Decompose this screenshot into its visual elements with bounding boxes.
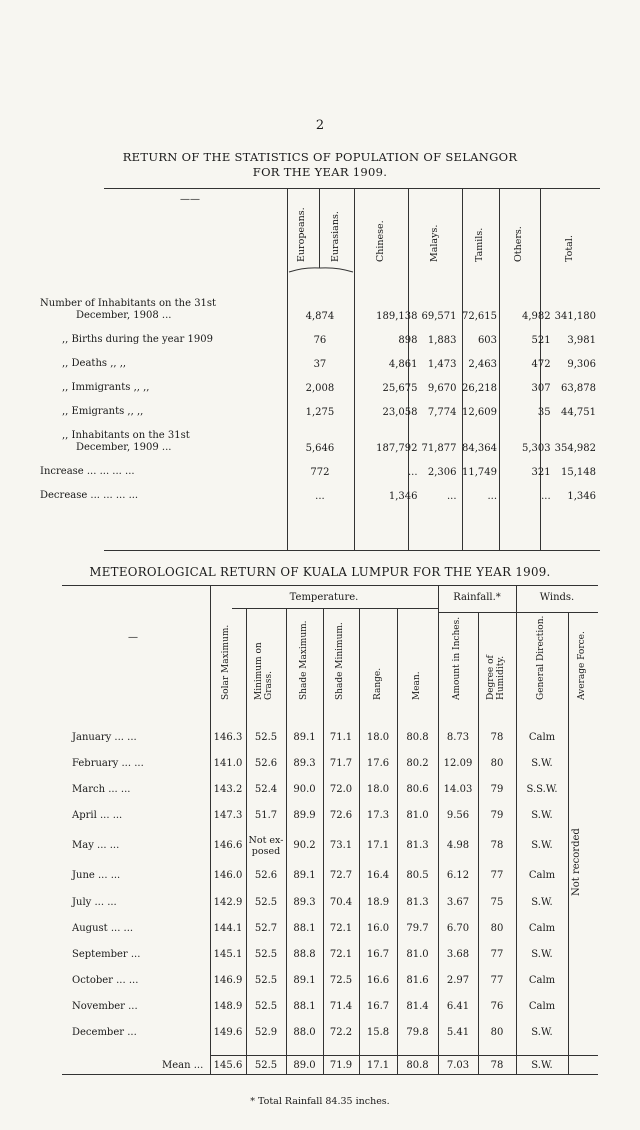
met-rows bbox=[62, 724, 568, 1046]
col-header-humidity: Degree of Humidity. bbox=[486, 655, 506, 700]
met-cell: 81.6 bbox=[406, 975, 429, 987]
met-cell: 6.12 bbox=[446, 870, 470, 882]
population-cell-oth: 472 bbox=[531, 359, 551, 370]
col-header-shade-max: Shade Maximum. bbox=[299, 620, 309, 700]
row-label-line: Decrease ... ... ... ... bbox=[40, 490, 139, 501]
met-row bbox=[62, 724, 568, 750]
met-cell: 78 bbox=[490, 731, 504, 743]
met-cell: 143.2 bbox=[213, 783, 243, 795]
met-month: November ... bbox=[72, 1001, 138, 1013]
brace-icon bbox=[287, 266, 355, 274]
met-cell: 80.8 bbox=[406, 731, 429, 743]
met-cell: 17.3 bbox=[366, 810, 390, 822]
met-cell: 2.97 bbox=[446, 975, 470, 987]
met-cell: 89.0 bbox=[293, 1059, 316, 1071]
population-cell-mal: 1,883 bbox=[427, 335, 457, 346]
met-cell: 52.9 bbox=[254, 1027, 278, 1039]
population-row-label bbox=[40, 454, 270, 478]
met-cell: 146.6 bbox=[213, 840, 243, 852]
met-cell: 146.9 bbox=[213, 975, 243, 987]
col-header-range: Range. bbox=[373, 667, 383, 700]
met-cell: 77 bbox=[490, 870, 504, 882]
met-cell: Calm bbox=[528, 1001, 556, 1013]
met-cell: 75 bbox=[490, 896, 504, 908]
population-cell-mal: 1,473 bbox=[427, 359, 457, 370]
met-row bbox=[62, 941, 568, 967]
met-month: September ... bbox=[72, 948, 141, 960]
population-cell-tot: 63,878 bbox=[561, 383, 596, 394]
population-cell-eur: 2,008 bbox=[305, 383, 335, 394]
population-cell-oth: 4,982 bbox=[522, 311, 551, 322]
met-col-divider bbox=[568, 612, 569, 1074]
met-cell: 80.2 bbox=[406, 757, 429, 769]
met-title: METEOROLOGICAL RETURN OF KUALA LUMPUR FOR THE YEAR 1909. bbox=[89, 565, 551, 579]
met-cell: 14.03 bbox=[443, 783, 473, 795]
met-cell: 12.09 bbox=[443, 757, 473, 769]
met-cell: 16.4 bbox=[366, 870, 390, 882]
population-cell-eur: 772 bbox=[310, 467, 330, 478]
population-cell-oth: 307 bbox=[531, 383, 551, 394]
population-cell-tot: 9,306 bbox=[567, 359, 596, 370]
population-cell-tot: 354,982 bbox=[554, 443, 596, 454]
met-cell: 72.7 bbox=[329, 870, 353, 882]
met-cell: 16.7 bbox=[366, 1001, 390, 1013]
met-cell: 51.7 bbox=[254, 810, 278, 822]
met-row bbox=[62, 968, 568, 994]
met-cell: Not ex- posed bbox=[248, 834, 284, 857]
population-title-line2: FOR THE YEAR 1909. bbox=[252, 165, 388, 179]
met-row bbox=[62, 915, 568, 941]
met-cell: 81.3 bbox=[406, 896, 429, 908]
population-cell-tot: 15,148 bbox=[561, 467, 596, 478]
met-cell: 88.8 bbox=[293, 948, 316, 960]
met-cell: 16.7 bbox=[366, 948, 390, 960]
met-month: October ... ... bbox=[72, 975, 139, 987]
population-title-line1: RETURN OF THE STATISTICS OF POPULATION OF SELANGOR bbox=[122, 150, 518, 164]
met-cell: 72.6 bbox=[329, 810, 353, 822]
met-cell: 52.4 bbox=[254, 783, 278, 795]
population-row bbox=[40, 478, 600, 502]
population-cell-tot: 3,981 bbox=[567, 335, 596, 346]
population-bottom-rule bbox=[104, 550, 600, 551]
population-cell-tam: 72,615 bbox=[462, 311, 498, 322]
met-cell: 77 bbox=[490, 975, 504, 987]
col-header-wind-force: Average Force. bbox=[577, 631, 587, 700]
met-cell: 52.5 bbox=[254, 975, 278, 987]
met-row bbox=[62, 829, 568, 863]
population-cell-eur: 1,275 bbox=[305, 407, 335, 418]
met-cell: 52.5 bbox=[254, 1059, 278, 1071]
population-cell-tam: 2,463 bbox=[468, 359, 498, 370]
met-cell: 141.0 bbox=[213, 757, 243, 769]
met-cell: 52.5 bbox=[254, 948, 278, 960]
met-corner-dash: — bbox=[128, 632, 138, 643]
met-cell: 70.4 bbox=[329, 896, 353, 908]
population-row bbox=[40, 394, 600, 418]
met-cell: 80 bbox=[490, 757, 504, 769]
met-cell: 80.8 bbox=[406, 1059, 429, 1071]
met-cell: 3.67 bbox=[446, 896, 470, 908]
met-row bbox=[62, 803, 568, 829]
population-cell-chi: 23,058 bbox=[382, 407, 418, 418]
met-month: January ... ... bbox=[72, 731, 137, 743]
met-cell: 8.73 bbox=[446, 731, 470, 743]
met-group-rule bbox=[232, 608, 438, 609]
met-cell: 78 bbox=[490, 1059, 504, 1071]
met-cell: 79.7 bbox=[406, 922, 429, 934]
met-month: February ... ... bbox=[72, 757, 144, 769]
col-header-shade-min: Shade Minimum. bbox=[335, 622, 345, 700]
population-cell-chi: 187,792 bbox=[376, 443, 418, 454]
population-cell-eur: 37 bbox=[313, 359, 327, 370]
row-label-line: Increase ... ... ... ... bbox=[40, 466, 135, 477]
met-cell: S.W. bbox=[531, 757, 553, 769]
population-cell-mal: 9,670 bbox=[427, 383, 457, 394]
met-cell: 5.41 bbox=[446, 1027, 470, 1039]
population-row-label bbox=[40, 394, 270, 418]
met-cell: 18.9 bbox=[366, 896, 390, 908]
met-cell: 17.1 bbox=[366, 1059, 390, 1071]
rainfall-footnote: * Total Rainfall 84.35 inches. bbox=[250, 1096, 390, 1107]
met-cell: 80.6 bbox=[406, 783, 429, 795]
population-corner-dash: —— bbox=[180, 194, 200, 205]
population-cell-chi: 189,138 bbox=[376, 311, 418, 322]
force-not-recorded: Not recorded bbox=[571, 828, 582, 896]
population-cell-eur: 4,874 bbox=[305, 311, 335, 322]
page-number: 2 bbox=[315, 118, 325, 133]
met-cell: 52.6 bbox=[254, 870, 278, 882]
met-cell: 71.1 bbox=[329, 731, 353, 743]
met-cell: 89.1 bbox=[293, 731, 316, 743]
met-cell: 144.1 bbox=[213, 922, 243, 934]
col-header-malays: Malays. bbox=[429, 224, 440, 262]
met-cell: 78 bbox=[490, 840, 504, 852]
population-cell-mal: 7,774 bbox=[427, 407, 457, 418]
row-label-line: ,, Deaths ,, ,, bbox=[62, 358, 127, 369]
met-row bbox=[62, 863, 568, 889]
met-cell: 80 bbox=[490, 1027, 504, 1039]
population-row bbox=[40, 454, 600, 478]
group-rainfall: Rainfall.* bbox=[453, 592, 501, 603]
met-row bbox=[62, 1020, 568, 1046]
population-cell-eur: 5,646 bbox=[305, 443, 335, 454]
met-row bbox=[62, 1058, 568, 1072]
met-cell: S.W. bbox=[531, 810, 553, 822]
met-cell: 52.7 bbox=[254, 922, 278, 934]
met-row bbox=[62, 750, 568, 776]
met-mean-rule bbox=[210, 1055, 598, 1056]
met-cell: 4.98 bbox=[446, 840, 470, 852]
met-cell: 81.0 bbox=[406, 948, 429, 960]
population-row bbox=[40, 370, 600, 394]
met-cell: 72.2 bbox=[329, 1027, 353, 1039]
population-row-label bbox=[40, 418, 270, 454]
population-rows bbox=[40, 282, 600, 502]
col-header-eurasians: Eurasians. bbox=[330, 211, 341, 262]
met-cell: 89.3 bbox=[293, 896, 316, 908]
met-month: August ... ... bbox=[72, 922, 134, 934]
met-cell: 148.9 bbox=[213, 1001, 243, 1013]
met-cell: 52.5 bbox=[254, 896, 278, 908]
population-row bbox=[40, 322, 600, 346]
population-row bbox=[40, 418, 600, 454]
row-label-line: ,, Immigrants ,, ,, bbox=[62, 382, 150, 393]
met-cell: Calm bbox=[528, 731, 556, 743]
col-header-others: Others. bbox=[513, 226, 524, 262]
met-cell: 90.0 bbox=[293, 783, 316, 795]
met-cell: 72.0 bbox=[329, 783, 353, 795]
met-cell: 88.1 bbox=[293, 1001, 316, 1013]
met-cell: Calm bbox=[528, 922, 556, 934]
population-row-label bbox=[40, 478, 270, 502]
met-cell: 7.03 bbox=[446, 1059, 470, 1071]
met-cell: 18.0 bbox=[366, 783, 390, 795]
met-cell: 81.4 bbox=[406, 1001, 429, 1013]
met-month: July ... ... bbox=[72, 896, 117, 908]
population-cell-oth: 5,303 bbox=[522, 443, 551, 454]
met-cell: 79 bbox=[490, 810, 504, 822]
population-row bbox=[40, 282, 600, 322]
met-cell: 73.1 bbox=[329, 840, 353, 852]
met-cell: 79.8 bbox=[406, 1027, 429, 1039]
row-label-line: ,, Emigrants ,, ,, bbox=[62, 406, 144, 417]
population-row-label bbox=[40, 370, 270, 394]
met-cell: 72.5 bbox=[329, 975, 353, 987]
met-cell: 6.41 bbox=[446, 1001, 470, 1013]
population-cell-chi: ... bbox=[407, 467, 418, 478]
met-cell: 52.5 bbox=[254, 731, 278, 743]
population-top-rule bbox=[104, 188, 600, 189]
met-cell: 147.3 bbox=[213, 810, 243, 822]
met-row bbox=[62, 994, 568, 1020]
population-cell-tam: 603 bbox=[477, 335, 498, 346]
population-cell-chi: 4,861 bbox=[388, 359, 418, 370]
met-cell: 88.0 bbox=[293, 1027, 316, 1039]
met-group-rule bbox=[438, 612, 598, 613]
col-header-chinese: Chinese. bbox=[375, 220, 386, 262]
col-header-tamils: Tamils. bbox=[474, 227, 485, 262]
met-cell: 77 bbox=[490, 948, 504, 960]
met-cell: 81.0 bbox=[406, 810, 429, 822]
col-header-total: Total. bbox=[564, 235, 575, 262]
met-cell: 17.6 bbox=[366, 757, 390, 769]
population-cell-mal: 71,877 bbox=[421, 443, 457, 454]
met-month: May ... ... bbox=[72, 840, 120, 852]
met-cell: 16.0 bbox=[366, 922, 390, 934]
population-row-label bbox=[40, 322, 270, 346]
population-cell-chi: 898 bbox=[398, 335, 418, 346]
met-top-rule bbox=[62, 585, 598, 586]
met-month: June ... ... bbox=[72, 870, 121, 882]
met-cell: 89.1 bbox=[293, 870, 316, 882]
met-cell: S.W. bbox=[531, 896, 553, 908]
population-cell-oth: 35 bbox=[537, 407, 551, 418]
met-cell: 88.1 bbox=[293, 922, 316, 934]
met-cell: Calm bbox=[528, 975, 556, 987]
met-cell: 71.7 bbox=[329, 757, 353, 769]
population-cell-mal: 69,571 bbox=[421, 311, 457, 322]
met-month: December ... bbox=[72, 1027, 137, 1039]
row-label-line: December, 1909 ... bbox=[76, 442, 172, 453]
met-cell: 52.6 bbox=[254, 757, 278, 769]
population-cell-chi: 1,346 bbox=[388, 491, 418, 502]
met-cell: 17.1 bbox=[366, 840, 390, 852]
met-row bbox=[62, 889, 568, 915]
row-label-line: Number of Inhabitants on the 31st bbox=[40, 298, 217, 309]
group-winds: Winds. bbox=[539, 592, 575, 603]
met-cell: S.W. bbox=[531, 840, 553, 852]
met-cell: 80 bbox=[490, 922, 504, 934]
met-cell: 145.1 bbox=[213, 948, 243, 960]
met-row bbox=[62, 776, 568, 802]
population-cell-tam: 12,609 bbox=[462, 407, 498, 418]
met-cell: S.W. bbox=[531, 1059, 553, 1071]
col-header-wind-direction: General Direction. bbox=[536, 615, 546, 700]
met-cell: S.W. bbox=[531, 948, 553, 960]
population-row-label bbox=[40, 346, 270, 370]
population-cell-tot: 1,346 bbox=[567, 491, 596, 502]
met-cell: 80.5 bbox=[406, 870, 429, 882]
met-cell: S.S.W. bbox=[526, 783, 558, 795]
met-cell: 146.3 bbox=[213, 731, 243, 743]
col-header-mean: Mean. bbox=[412, 671, 422, 700]
met-cell: 89.1 bbox=[293, 975, 316, 987]
met-cell: S.W. bbox=[531, 1027, 553, 1039]
row-label-line: ,, Inhabitants on the 31st bbox=[62, 430, 190, 441]
met-cell: 3.68 bbox=[446, 948, 470, 960]
met-cell: 15.8 bbox=[366, 1027, 390, 1039]
col-header-europeans: Europeans. bbox=[296, 207, 307, 262]
population-cell-tam: ... bbox=[487, 491, 498, 502]
met-cell: 72.1 bbox=[329, 922, 353, 934]
met-cell: 71.9 bbox=[329, 1059, 353, 1071]
met-cell: Calm bbox=[528, 870, 556, 882]
met-cell: 9.56 bbox=[446, 810, 470, 822]
met-mean-row bbox=[62, 1058, 568, 1072]
met-cell: 52.5 bbox=[254, 1001, 278, 1013]
population-cell-mal: ... bbox=[446, 491, 457, 502]
col-header-solar-max: Solar Maximum. bbox=[221, 624, 231, 700]
population-cell-tam: 26,218 bbox=[462, 383, 498, 394]
met-cell: 89.9 bbox=[293, 810, 316, 822]
population-cell-eur: ... bbox=[315, 491, 325, 502]
row-label-line: ,, Births during the year 1909 bbox=[62, 334, 213, 345]
population-cell-tam: 84,364 bbox=[462, 443, 498, 454]
met-cell: 79 bbox=[490, 783, 504, 795]
population-cell-tam: 11,749 bbox=[462, 467, 498, 478]
met-bottom-rule bbox=[62, 1074, 598, 1075]
col-header-min-grass: Minimum on Grass. bbox=[254, 642, 274, 700]
population-cell-tot: 44,751 bbox=[561, 407, 596, 418]
met-cell: 16.6 bbox=[366, 975, 390, 987]
population-cell-mal: 2,306 bbox=[427, 467, 457, 478]
met-month: Mean ... bbox=[162, 1059, 204, 1071]
row-label-line: December, 1908 ... bbox=[76, 310, 172, 321]
met-cell: 146.0 bbox=[213, 870, 243, 882]
met-cell: 142.9 bbox=[213, 896, 243, 908]
met-cell: 90.2 bbox=[293, 840, 316, 852]
met-cell: 72.1 bbox=[329, 948, 353, 960]
met-cell: 6.70 bbox=[446, 922, 470, 934]
met-cell: 149.6 bbox=[213, 1027, 243, 1039]
col-header-rain-amount: Amount in Inches. bbox=[452, 616, 462, 700]
population-row bbox=[40, 346, 600, 370]
met-month: March ... ... bbox=[72, 783, 131, 795]
met-cell: 18.0 bbox=[366, 731, 390, 743]
met-month: April ... ... bbox=[72, 810, 123, 822]
population-row-label bbox=[40, 282, 270, 322]
met-cell: 81.3 bbox=[406, 840, 429, 852]
met-cell: 89.3 bbox=[293, 757, 316, 769]
met-cell: 71.4 bbox=[329, 1001, 353, 1013]
met-cell: 76 bbox=[490, 1001, 504, 1013]
population-cell-oth: ... bbox=[541, 491, 551, 502]
population-cell-tot: 341,180 bbox=[554, 311, 596, 322]
group-temperature: Temperature. bbox=[289, 592, 359, 603]
met-cell: 145.6 bbox=[213, 1059, 243, 1071]
population-cell-chi: 25,675 bbox=[382, 383, 418, 394]
population-cell-oth: 321 bbox=[531, 467, 551, 478]
population-cell-eur: 76 bbox=[313, 335, 327, 346]
population-cell-oth: 521 bbox=[531, 335, 551, 346]
population-col-divider bbox=[319, 188, 320, 268]
